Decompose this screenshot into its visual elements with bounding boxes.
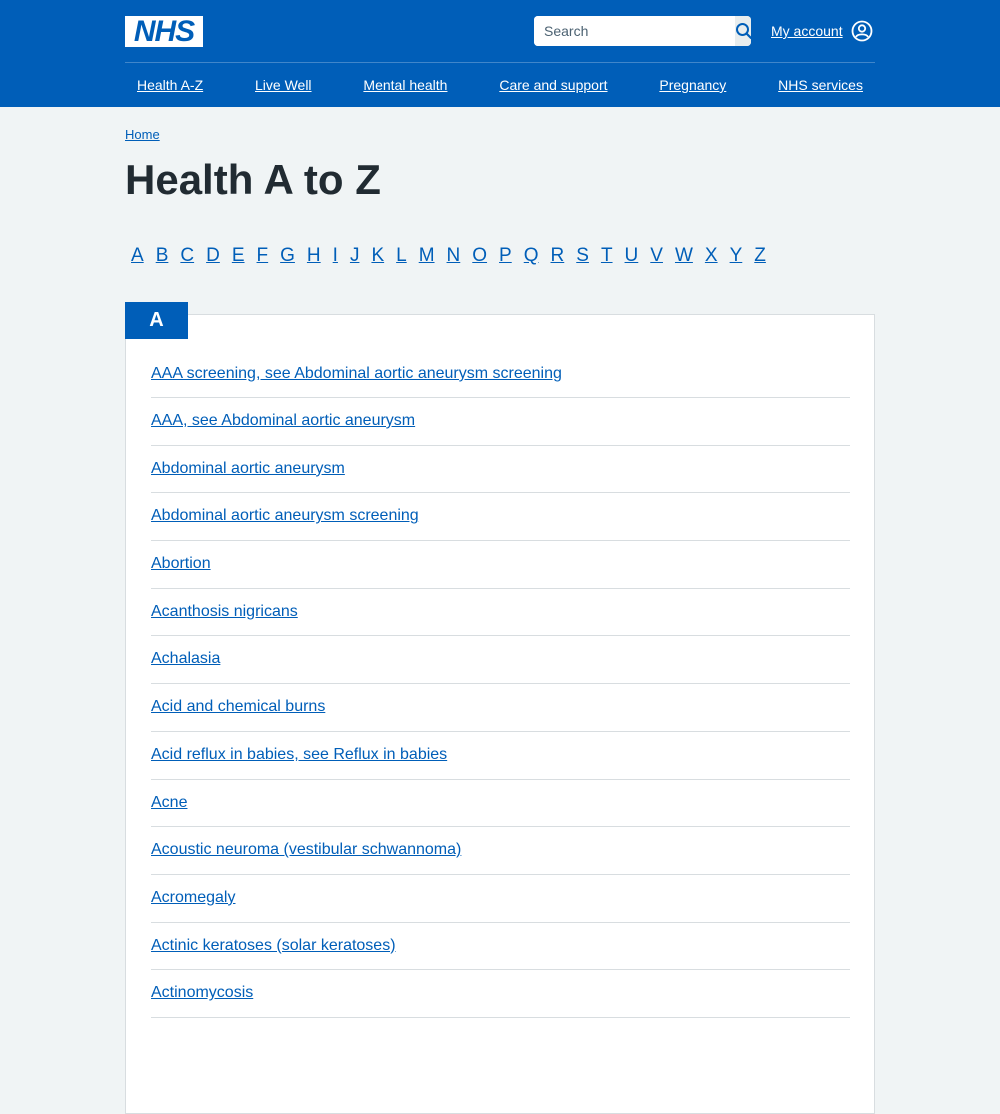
my-account-link[interactable] [771, 20, 873, 42]
account-label: My account [771, 23, 843, 39]
list-item [151, 780, 850, 828]
condition-link[interactable]: Acromegaly [151, 888, 236, 906]
az-link-i[interactable]: I [332, 245, 338, 266]
az-link-f[interactable]: F [256, 245, 269, 266]
condition-link[interactable]: AAA screening, see Abdominal aortic aneurysm screening [151, 365, 562, 382]
condition-link[interactable]: Abortion [151, 555, 211, 573]
site-header [0, 0, 1000, 107]
az-link-g[interactable]: G [280, 245, 295, 266]
az-link-n[interactable]: N [446, 245, 461, 266]
az-link-k[interactable]: K [371, 245, 385, 266]
list-item [151, 732, 850, 780]
az-link-l[interactable]: L [396, 245, 407, 266]
list-item [151, 351, 850, 398]
az-link-u[interactable]: U [624, 245, 639, 266]
condition-link[interactable]: Abdominal aortic aneurysm [151, 459, 345, 477]
section-letter-heading: A [125, 302, 188, 339]
az-link-m[interactable]: M [418, 245, 435, 266]
list-item [151, 541, 850, 589]
az-link-o[interactable]: O [472, 245, 488, 266]
az-link-w[interactable]: W [674, 245, 693, 266]
search-box [534, 16, 751, 46]
condition-link[interactable]: Actinic keratoses (solar keratoses) [151, 936, 396, 954]
nav-health-a-z[interactable]: Health A-Z [137, 77, 204, 93]
logo-text: NHS [133, 15, 195, 48]
az-link-x[interactable]: X [704, 245, 718, 266]
nav-mental-health[interactable]: Mental health [363, 77, 448, 93]
az-link-v[interactable]: V [650, 245, 663, 266]
condition-link[interactable]: Acid and chemical burns [151, 698, 326, 716]
nhs-logo[interactable] [125, 16, 203, 47]
conditions-list [151, 351, 850, 1018]
a-to-z-navigation [125, 245, 772, 267]
list-item [151, 398, 850, 446]
condition-link[interactable]: Acid reflux in babies, see Reflux in babies [151, 745, 448, 763]
list-item [151, 589, 850, 637]
condition-link[interactable]: Acoustic neuroma (vestibular schwannoma) [151, 841, 462, 859]
condition-link[interactable]: Achalasia [151, 650, 221, 668]
list-item [151, 636, 850, 684]
az-link-b[interactable]: B [155, 245, 169, 266]
nav-pregnancy[interactable]: Pregnancy [659, 77, 727, 93]
condition-link[interactable]: Abdominal aortic aneurysm screening [151, 507, 419, 525]
az-link-r[interactable]: R [550, 245, 565, 266]
az-link-d[interactable]: D [206, 245, 220, 266]
list-item [151, 493, 850, 541]
list-item [151, 875, 850, 923]
search-input[interactable] [534, 16, 735, 46]
search-button[interactable] [735, 16, 751, 46]
condition-link[interactable]: AAA, see Abdominal aortic aneurysm [151, 412, 416, 429]
page-title: Health A to Z [125, 156, 381, 203]
list-item [151, 970, 850, 1018]
az-link-e[interactable]: E [231, 245, 245, 266]
az-link-t[interactable]: T [600, 245, 613, 266]
nav-care-and-support[interactable]: Care and support [499, 77, 608, 93]
az-link-y[interactable]: Y [729, 245, 743, 266]
condition-link[interactable]: Acanthosis nigricans [151, 602, 298, 620]
breadcrumb-home[interactable]: Home [125, 127, 160, 142]
condition-link[interactable]: Actinomycosis [151, 984, 254, 1002]
nav-live-well[interactable]: Live Well [255, 77, 312, 93]
conditions-panel [125, 314, 875, 1114]
user-circle-icon [851, 20, 873, 42]
az-link-q[interactable]: Q [523, 245, 539, 266]
az-link-h[interactable]: H [306, 245, 321, 266]
list-item [151, 684, 850, 732]
az-link-s[interactable]: S [576, 245, 589, 266]
list-item [151, 827, 850, 875]
primary-nav [125, 62, 875, 107]
list-item [151, 446, 850, 494]
az-link-j[interactable]: J [349, 245, 360, 266]
condition-link[interactable]: Acne [151, 793, 188, 811]
az-link-a[interactable]: A [131, 245, 144, 266]
az-link-z[interactable]: Z [754, 245, 766, 266]
search-icon [735, 22, 751, 40]
az-link-p[interactable]: P [499, 245, 512, 266]
az-link-c[interactable]: C [180, 245, 195, 266]
nav-nhs-services[interactable]: NHS services [778, 77, 863, 93]
list-item [151, 923, 850, 971]
